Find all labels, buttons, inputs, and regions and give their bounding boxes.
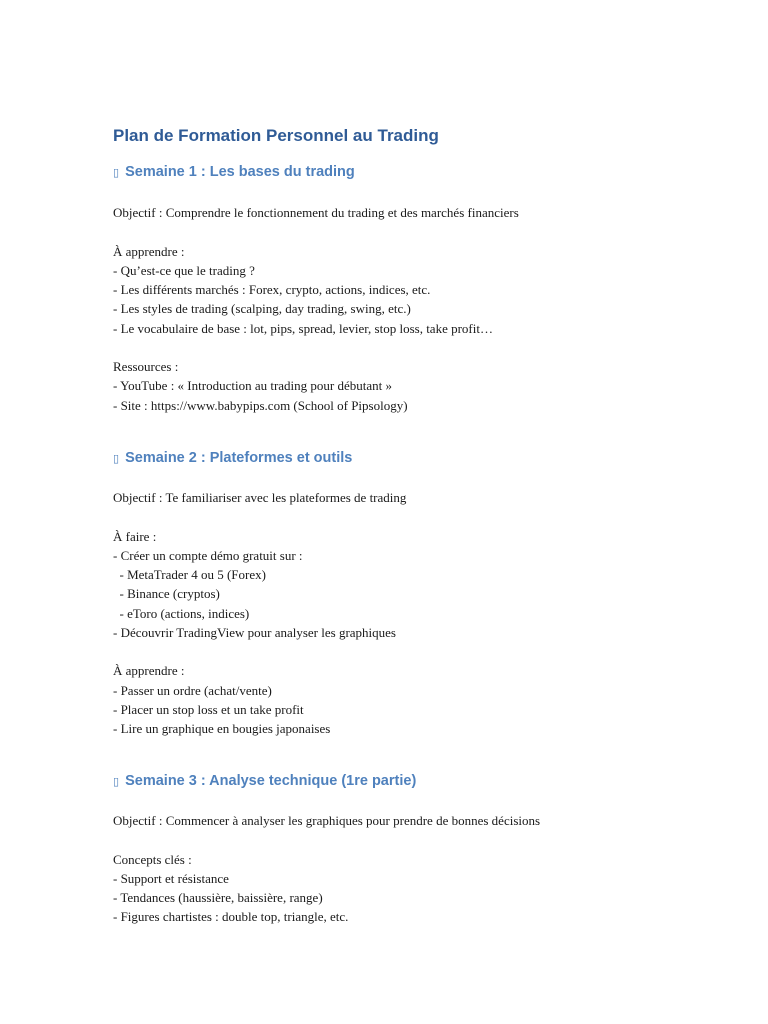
week-1-heading <box>113 161 713 183</box>
list-item: - Lire un graphique en bougies japonaises <box>113 721 331 736</box>
week-1-block-1-label: À apprendre : <box>113 243 185 259</box>
week-2-block-1-label: À faire : <box>113 528 157 544</box>
week-1-block-2-label: Ressources : <box>113 359 179 374</box>
list-item: - Tendances (haussière, baissière, range) <box>113 890 323 905</box>
list-item: - Binance (cryptos) <box>113 586 220 602</box>
list-item: - Qu’est-ce que le trading ? <box>113 262 255 278</box>
document-title: Plan de Formation Personnel au Trading <box>113 126 439 145</box>
list-item: - Support et résistance <box>113 870 229 886</box>
week-3-heading <box>113 770 713 792</box>
list-item: - YouTube : « Introduction au trading pour débutant » <box>113 378 392 394</box>
heading-marker-icon: ▯ <box>113 775 120 788</box>
week-2-heading <box>113 447 713 469</box>
week-2-section <box>113 447 713 738</box>
week-3-section <box>113 770 713 927</box>
heading-marker-icon: ▯ <box>113 166 120 179</box>
week-2-objective: Objectif : Te familiariser avec les plateformes de trading <box>113 490 407 505</box>
list-item: - Les styles de trading (scalping, day trading, swing, etc.) <box>113 301 411 317</box>
list-item: - eToro (actions, indices) <box>113 605 250 621</box>
week-3-objective: Objectif : Commencer à analyser les graphiques pour prendre de bonnes décisions <box>113 813 541 828</box>
week-2-block-2-label: À apprendre : <box>113 663 185 679</box>
list-item: - Placer un stop loss et un take profit <box>113 701 304 717</box>
list-item: - Les différents marchés : Forex, crypto, actions, indices, etc. <box>113 282 431 297</box>
week-2-heading-text: Semaine 2 : Plateformes et outils <box>125 450 353 466</box>
list-item: - Créer un compte démo gratuit sur : <box>113 547 303 563</box>
week-1-heading-text: Semaine 1 : Les bases du trading <box>125 164 355 180</box>
list-item: - Passer un ordre (achat/vente) <box>113 682 272 698</box>
list-item: - Site : https://www.babypips.com (School of Pipsology) <box>113 397 408 413</box>
list-item: - MetaTrader 4 ou 5 (Forex) <box>113 567 266 582</box>
week-1-section <box>113 161 713 415</box>
list-item: - Le vocabulaire de base : lot, pips, spread, levier, stop loss, take profit… <box>113 320 493 336</box>
list-item: - Figures chartistes : double top, triangle, etc. <box>113 909 349 925</box>
heading-marker-icon: ▯ <box>113 452 120 465</box>
week-3-block-1-label: Concepts clés : <box>113 851 192 867</box>
week-1-objective: Objectif : Comprendre le fonctionnement du trading et des marchés financiers <box>113 205 519 220</box>
week-3-heading-text: Semaine 3 : Analyse technique (1re partie) <box>125 773 417 789</box>
list-item: - Découvrir TradingView pour analyser les graphiques <box>113 624 396 640</box>
document-page <box>113 123 713 149</box>
